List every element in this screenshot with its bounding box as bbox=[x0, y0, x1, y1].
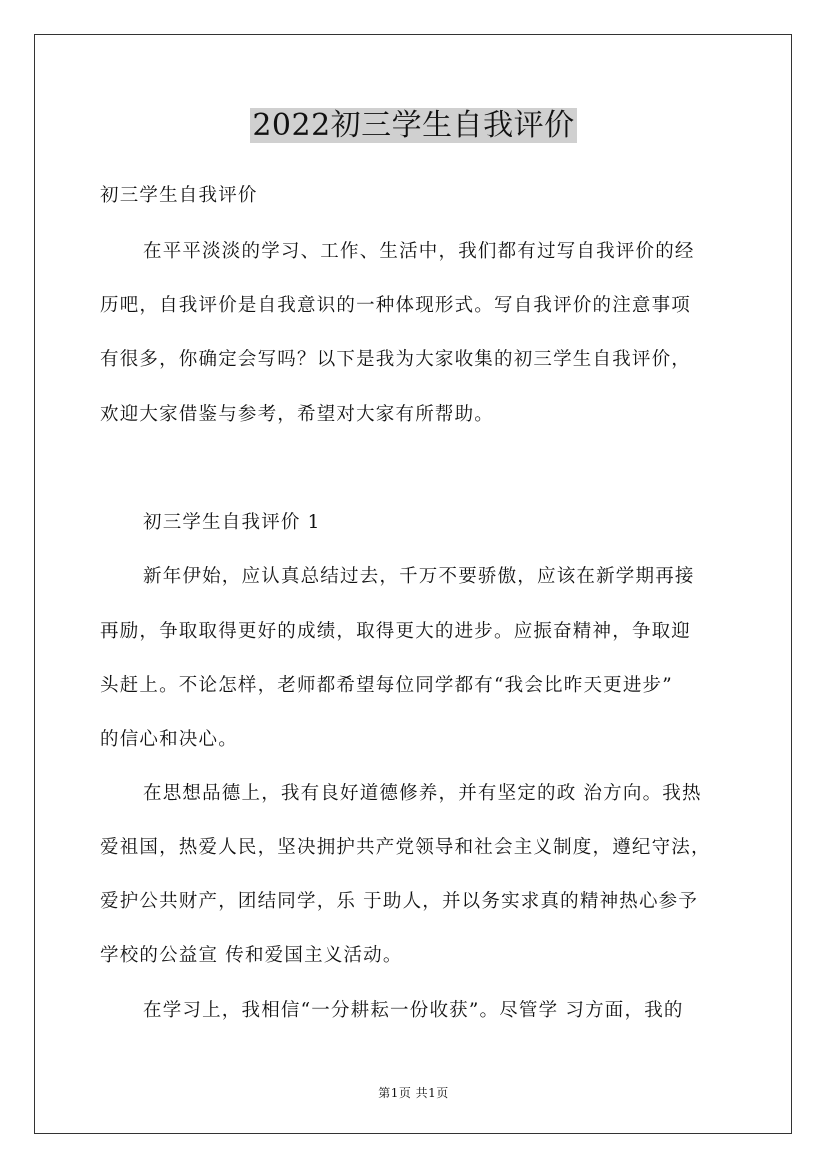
page-footer: 第1页 共1页 bbox=[378, 1086, 449, 1100]
paragraph-line: 在平平淡淡的学习、工作、生活中，我们都有过写自我评价的经 bbox=[143, 241, 695, 262]
paragraph-line: 的信心和决心。 bbox=[100, 729, 238, 750]
paragraph-line: 历吧，自我评价是自我意识的一种体现形式。写自我评价的注意事项 bbox=[100, 295, 692, 316]
paragraph-line: 在学习上，我相信“一分耕耘一份收获”。尽管学 习方面，我的 bbox=[143, 1000, 684, 1021]
paragraph-line: 再励，争取取得更好的成绩，取得更大的进步。应振奋精神，争取迎 bbox=[100, 621, 692, 642]
document-title-text: 2022初三学生自我评价 bbox=[252, 108, 575, 143]
document-title bbox=[0, 100, 827, 144]
paragraph-line: 新年伊始，应认真总结过去，千万不要骄傲，应该在新学期再接 bbox=[143, 566, 695, 587]
section-heading: 初三学生自我评价 bbox=[100, 185, 258, 206]
paragraph-line: 欢迎大家借鉴与参考，希望对大家有所帮助。 bbox=[100, 404, 495, 425]
paragraph-line: 爱祖国，热爱人民，坚决拥护共产党领导和社会主义制度，遵纪守法， bbox=[100, 837, 711, 858]
subsection-heading: 初三学生自我评价 1 bbox=[143, 512, 321, 533]
paragraph-line: 爱护公共财产，团结同学，乐 于助人，并以务实求真的精神热心参予 bbox=[100, 891, 699, 912]
paragraph-line: 头赶上。不论怎样，老师都希望每位同学都有“我会比昨天更进步” bbox=[100, 675, 673, 696]
paragraph-line: 有很多，你确定会写吗？以下是我为大家收集的初三学生自我评价， bbox=[100, 349, 692, 370]
paragraph-line: 在思想品德上，我有良好道德修养，并有坚定的政 治方向。我热 bbox=[143, 783, 702, 804]
paragraph-line: 学校的公益宣 传和爱国主义活动。 bbox=[100, 945, 403, 966]
